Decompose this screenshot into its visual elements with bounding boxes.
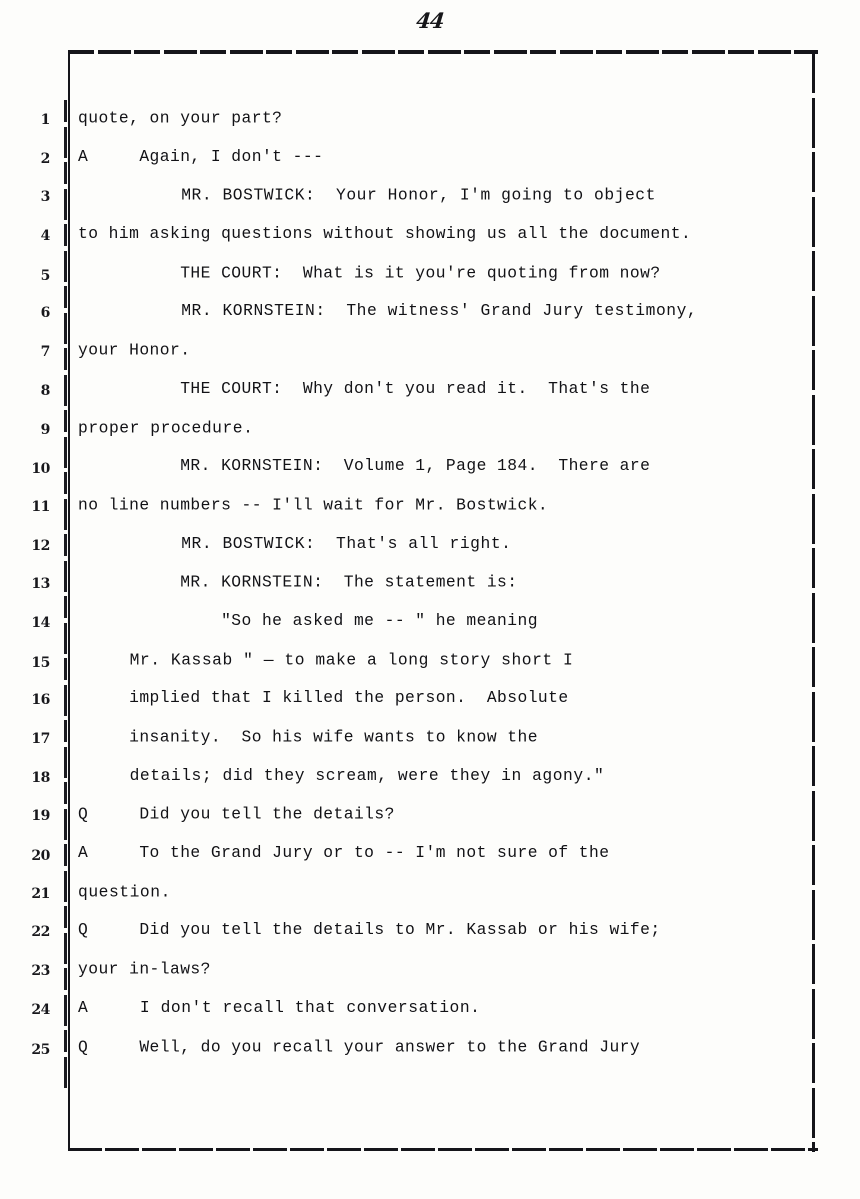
line-number: 22 xyxy=(31,924,50,941)
line-number: 5 xyxy=(40,267,50,284)
transcript-line xyxy=(0,379,860,418)
transcript-line xyxy=(0,147,860,186)
line-number: 19 xyxy=(31,808,50,825)
line-text: details; did they scream, were they in agony." xyxy=(78,765,605,785)
line-text: MR. KORNSTEIN: The statement is: xyxy=(78,572,518,592)
line-number: 17 xyxy=(31,731,50,747)
line-number: 23 xyxy=(31,963,50,980)
line-text: MR. KORNSTEIN: The witness' Grand Jury testimony, xyxy=(78,301,698,321)
line-text: THE COURT: What is it you're quoting from now? xyxy=(78,263,661,283)
line-number: 3 xyxy=(40,189,50,206)
line-number: 11 xyxy=(31,498,50,515)
line-number: 16 xyxy=(31,692,50,709)
line-text: Mr. Kassab " — to make a long story short I xyxy=(78,650,574,670)
line-text: quote, on your part? xyxy=(78,108,283,128)
transcript-body xyxy=(0,108,860,1075)
line-text: Q Well, do you recall your answer to the Grand Jury xyxy=(78,1036,641,1056)
line-number: 6 xyxy=(40,305,50,322)
line-number: 21 xyxy=(31,885,50,902)
transcript-line xyxy=(0,224,860,263)
line-text: "So he asked me -- " he meaning xyxy=(78,610,538,630)
line-number: 15 xyxy=(31,654,50,671)
transcript-line xyxy=(0,185,860,224)
line-number: 1 xyxy=(40,112,50,128)
line-text: Q Did you tell the details? xyxy=(78,804,395,824)
line-text: implied that I killed the person. Absolute xyxy=(78,688,569,708)
line-number: 20 xyxy=(31,847,50,864)
transcript-line xyxy=(0,1037,860,1076)
transcript-line xyxy=(0,301,860,340)
line-number: 9 xyxy=(40,421,50,438)
line-number: 14 xyxy=(31,614,50,631)
line-number: 10 xyxy=(31,460,50,477)
line-text: THE COURT: Why don't you read it. That's the xyxy=(78,378,651,398)
line-text: A Again, I don't --- xyxy=(78,146,324,166)
transcript-line xyxy=(0,534,860,573)
line-text: Q Did you tell the details to Mr. Kassab or his wife; xyxy=(78,920,661,940)
line-text: MR. KORNSTEIN: Volume 1, Page 184. There are xyxy=(78,456,651,476)
transcript-line xyxy=(0,572,860,611)
line-number: 4 xyxy=(40,228,50,245)
transcript-line xyxy=(0,108,860,147)
line-text: your Honor. xyxy=(78,340,191,360)
transcript-line xyxy=(0,727,860,766)
transcript-line xyxy=(0,920,860,959)
page-number: 44 xyxy=(415,8,445,33)
line-text: MR. BOSTWICK: That's all right. xyxy=(78,533,512,553)
line-number: 18 xyxy=(31,769,50,786)
line-text: A To the Grand Jury or to -- I'm not sure of the xyxy=(78,843,610,863)
transcript-line xyxy=(0,882,860,921)
transcript-line xyxy=(0,804,860,843)
line-number: 25 xyxy=(31,1041,50,1058)
line-number: 8 xyxy=(40,382,50,399)
transcript-line xyxy=(0,263,860,302)
line-text: your in-laws? xyxy=(78,959,211,979)
line-number: 24 xyxy=(31,1001,50,1018)
line-text: insanity. So his wife wants to know the xyxy=(78,727,538,747)
transcript-line xyxy=(0,495,860,534)
line-number: 12 xyxy=(31,537,50,554)
transcript-line xyxy=(0,688,860,727)
line-number: 7 xyxy=(40,344,50,361)
transcript-line xyxy=(0,650,860,689)
transcript-line xyxy=(0,959,860,998)
line-number: 13 xyxy=(31,576,50,593)
transcript-line xyxy=(0,611,860,650)
line-text: question. xyxy=(78,882,171,902)
line-text: no line numbers -- I'll wait for Mr. Bostwick. xyxy=(78,495,549,515)
line-text: to him asking questions without showing us all the document. xyxy=(78,224,692,244)
transcript-line xyxy=(0,998,860,1037)
transcript-line xyxy=(0,843,860,882)
transcript-line xyxy=(0,418,860,457)
line-text: proper procedure. xyxy=(78,417,254,437)
line-text: MR. BOSTWICK: Your Honor, I'm going to object xyxy=(78,185,656,205)
line-number: 2 xyxy=(40,150,50,167)
transcript-line xyxy=(0,456,860,495)
transcript-line xyxy=(0,766,860,805)
line-text: A I don't recall that conversation. xyxy=(78,997,481,1017)
transcript-line xyxy=(0,340,860,379)
